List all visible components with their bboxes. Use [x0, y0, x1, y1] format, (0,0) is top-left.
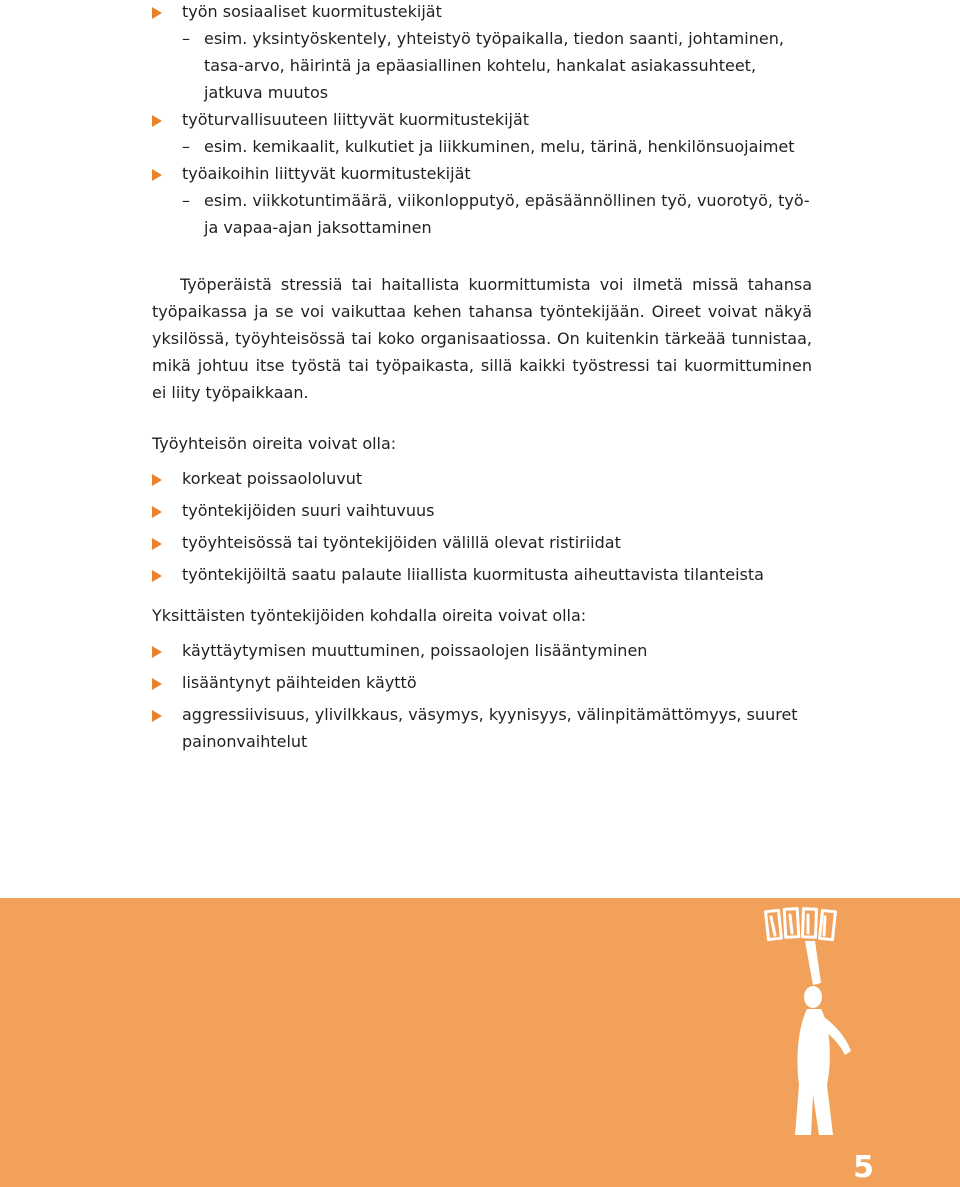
list-item	[152, 701, 812, 755]
factor-list	[152, 0, 812, 241]
arrow-bullet-icon	[152, 710, 162, 722]
arrow-bullet-icon	[152, 570, 162, 582]
person-holding-books-icon	[755, 905, 865, 1135]
list-item-text: työntekijöiltä saatu palaute liiallista kuormitusta aiheuttavista tilanteista	[182, 565, 764, 584]
list-item	[152, 529, 812, 556]
individual-heading: Yksittäisten työntekijöiden kohdalla oireita voivat olla:	[152, 606, 587, 625]
page-number: 5	[853, 1150, 874, 1185]
arrow-bullet-icon	[152, 646, 162, 658]
list-item	[152, 106, 812, 133]
list-item-text: työturvallisuuteen liittyvät kuormitustekijät	[182, 110, 530, 129]
page-content	[152, 0, 812, 760]
list-item-text: korkeat poissaololuvut	[182, 469, 363, 488]
arrow-bullet-icon	[152, 538, 162, 550]
list-item	[152, 561, 812, 588]
dash-marker: –	[182, 191, 190, 210]
list-item	[152, 465, 812, 492]
list-item-text: lisääntynyt päihteiden käyttö	[182, 673, 417, 692]
list-item-text: työaikoihin liittyvät kuormitustekijät	[182, 164, 471, 183]
sub-list-item	[152, 25, 812, 106]
list-item	[152, 669, 812, 696]
community-symptom-list	[152, 465, 812, 588]
arrow-bullet-icon	[152, 7, 162, 19]
individual-symptom-list	[152, 637, 812, 755]
dash-marker: –	[182, 29, 190, 48]
list-item-text: aggressiivisuus, ylivilkkaus, väsymys, kyynisyys, välinpitämättömyys, suuret painonvaihtelut	[182, 705, 798, 751]
arrow-bullet-icon	[152, 169, 162, 181]
list-item	[152, 637, 812, 664]
arrow-bullet-icon	[152, 506, 162, 518]
sub-list-item-text: esim. viikkotuntimäärä, viikonlopputyö, epäsäännöllinen työ, vuorotyö, työ- ja vapaa-ajan jaksottaminen	[204, 191, 810, 237]
sub-list-item	[152, 187, 812, 241]
list-item	[152, 160, 812, 187]
list-item	[152, 0, 812, 25]
sub-list-item-text: esim. yksintyöskentely, yhteistyö työpaikalla, tiedon saanti, johtaminen, tasa-arvo, häirintä ja epäasiallinen kohtelu, hankalat asiakassuhteet, jatkuva muutos	[204, 29, 784, 102]
community-heading: Työyhteisön oireita voivat olla:	[152, 434, 397, 453]
dash-marker: –	[182, 137, 190, 156]
body-paragraph: Työperäistä stressiä tai haitallista kuormittumista voi ilmetä missä tahansa työpaikassa ja se voi vaikuttaa kehen tahansa työntekijään. Oireet voivat näkyä yksilössä, työyhteisössä tai koko organisaatiossa. On kuitenkin tärkeää tunnistaa, mikä johtuu itse työstä tai työpaikasta, sillä kaikki työstressi tai kuormittuminen ei liity työpaikkaan.	[152, 275, 812, 402]
list-item-text: työyhteisössä tai työntekijöiden välillä olevat ristiriidat	[182, 533, 621, 552]
sub-list-item	[152, 133, 812, 160]
list-item	[152, 497, 812, 524]
list-item-text: käyttäytymisen muuttuminen, poissaolojen lisääntyminen	[182, 641, 648, 660]
arrow-bullet-icon	[152, 474, 162, 486]
list-item-text: työn sosiaaliset kuormitustekijät	[182, 2, 442, 21]
sub-list-item-text: esim. kemikaalit, kulkutiet ja liikkuminen, melu, tärinä, henkilönsuojaimet	[204, 137, 795, 156]
list-item-text: työntekijöiden suuri vaihtuvuus	[182, 501, 435, 520]
arrow-bullet-icon	[152, 115, 162, 127]
arrow-bullet-icon	[152, 678, 162, 690]
